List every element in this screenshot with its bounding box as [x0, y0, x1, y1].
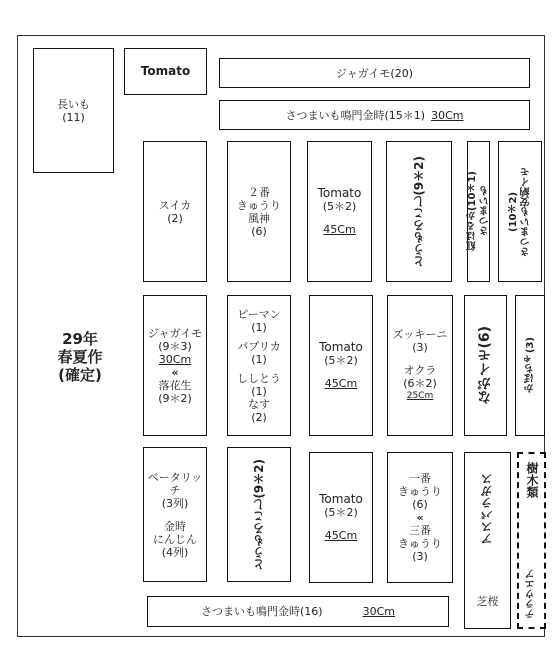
- plan-title-status: (確定): [58, 366, 102, 384]
- plan-title-season: 春夏作: [57, 348, 103, 366]
- bed-peppers-l8: (2): [251, 410, 267, 424]
- bed-beniharuka-line1: さつまいも: [479, 186, 491, 237]
- bed-satsumaimo-15-spacing: 30Cm: [431, 108, 464, 122]
- bed-trees: [517, 452, 546, 629]
- bed-tomato-b-spacing: 45Cm: [324, 377, 358, 390]
- bed-peppers-l7: なす: [248, 397, 270, 411]
- bed-tomato-c-count: (5＊2): [324, 506, 358, 519]
- bed-kabocha-label: かぼちゃ(3): [524, 337, 536, 394]
- bed-peppers-l1: ピーマン: [237, 307, 281, 321]
- bed-beta: [143, 447, 207, 582]
- bed-satsumaimo-15-label: さつまいも鳴門金時(15＊1): [285, 108, 426, 122]
- bed-trees-label: 樹木類: [525, 462, 539, 498]
- bed-kyuri-2-line4: (6): [251, 224, 267, 238]
- bed-okra-spacing: 25Cm: [406, 391, 434, 401]
- bed-kyuri-1-line2: きゅうり: [398, 485, 442, 498]
- bed-peppers-l5: ししとう: [237, 371, 281, 385]
- bed-zucchini: [387, 295, 453, 436]
- bed-tomato-a: [307, 141, 372, 282]
- bed-toumorokoshi-b: [227, 447, 291, 582]
- bed-beta-name: ベータリッチ: [147, 470, 203, 497]
- bed-tomato-b: [309, 295, 373, 436]
- bed-tomato-top-label: Tomato: [140, 64, 191, 78]
- bed-nagaimo: [33, 48, 114, 173]
- bed-peppers: [227, 295, 291, 436]
- bed-kyuri-3-line2: きゅうり: [398, 537, 442, 550]
- bed-tomato-b-name: Tomato: [319, 340, 363, 354]
- bed-peppers-l3: パプリカ: [237, 339, 281, 353]
- bed-toumorokoshi-a: [386, 141, 452, 282]
- bed-kyuri-3-count: (3): [412, 550, 428, 563]
- bed-okra-count: (6＊2): [403, 377, 437, 390]
- bed-tomato-a-count: (5＊2): [322, 200, 357, 213]
- bed-satsumaimo-15: [219, 100, 530, 130]
- bed-kyuri-1-line1: 一番: [409, 472, 431, 485]
- bed-jagaimo-9-name: ジャガイモ: [147, 326, 203, 340]
- bed-satsumaimo-16-spacing: 30Cm: [362, 605, 395, 618]
- bed-nagaimo-count: (11): [62, 110, 85, 124]
- bed-beniharuka-col: [466, 171, 492, 251]
- bed-tomato-c-name: Tomato: [319, 492, 363, 506]
- bed-tomato-b-count: (5＊2): [324, 354, 358, 367]
- bed-rakkasei-name: 落花生: [158, 378, 192, 392]
- bed-shibazakura-label: 芝桜: [476, 595, 499, 608]
- bed-beniharuka-line2: 紅はるか(10＊1): [466, 171, 478, 252]
- bed-terra-label: テラウエア: [526, 569, 537, 619]
- bed-nagaimo-label: 長いも: [57, 97, 90, 111]
- bed-kyuri-1-count: (6): [412, 498, 428, 511]
- bed-jagaimo-9: [143, 295, 207, 436]
- bed-jagaimo-9-spacing: 30Cm: [158, 352, 192, 366]
- bed-satsumaimo-16: [147, 596, 449, 627]
- bed-satsumaimo-16-row: [201, 605, 395, 618]
- bed-kyuri-2-line3: 風神: [248, 211, 270, 225]
- bed-asparagus: [464, 452, 511, 629]
- bed-peppers-l6: (1): [251, 384, 267, 398]
- bed-tomato-c: [309, 452, 373, 583]
- bed-ninjin-count: (4列): [161, 545, 189, 559]
- bed-beniharuka: [467, 141, 490, 282]
- bed-jagaimo-20-label: ジャガイモ(20): [335, 66, 414, 80]
- bed-anno: [498, 141, 542, 282]
- bed-zucchini-count: (3): [412, 341, 428, 354]
- bed-kabocha: [515, 295, 545, 436]
- bed-nagaimo-6: [464, 295, 507, 436]
- bed-satsumaimo-15-row: [286, 109, 464, 122]
- bed-nagaimo-6-label: ながイモ(6): [477, 326, 493, 405]
- bed-kyuri-2: [227, 141, 291, 282]
- bed-ninjin-name2: にんじん: [153, 532, 197, 546]
- bed-peppers-l4: (1): [251, 352, 267, 366]
- bed-toumorokoshi-b-label: とうもろこし(9＊2): [251, 458, 266, 571]
- bed-kyuri-2-line2: きゅうり: [237, 198, 281, 212]
- bed-kyuri-mark: «: [416, 511, 424, 524]
- bed-rakkasei-count: (9＊2): [158, 391, 192, 405]
- bed-toumorokoshi-a-label: とうもろこし(9＊2): [411, 155, 426, 268]
- bed-kyuri-3-line1: 三番: [409, 524, 431, 537]
- bed-jagaimo-9-count: (9＊3): [158, 339, 192, 353]
- bed-tomato-top: [124, 48, 207, 95]
- bed-okra-name: オクラ: [403, 364, 437, 377]
- bed-anno-col: [507, 167, 533, 257]
- plan-title-year: 29年: [62, 330, 98, 348]
- bed-tomato-c-spacing: 45Cm: [324, 529, 358, 542]
- bed-satsumaimo-16-label: さつまいも鳴門金時(16): [201, 605, 323, 618]
- bed-suika-label: スイカ: [158, 198, 192, 212]
- bed-jagaimo-20: [219, 58, 530, 88]
- plan-title: [40, 330, 120, 384]
- bed-tomato-a-spacing: 45Cm: [323, 223, 356, 236]
- bed-suika-count: (2): [167, 211, 183, 225]
- bed-anno-line1: さつまいも安納イモ: [521, 166, 532, 257]
- bed-kyuri-2-line1: ２番: [248, 185, 270, 199]
- bed-tomato-a-name: Tomato: [317, 186, 362, 200]
- bed-zucchini-name: ズッキーニ: [392, 328, 448, 341]
- bed-anno-line2: (10＊2): [508, 191, 519, 232]
- bed-jagaimo-9-mark: «: [171, 365, 179, 379]
- bed-kyuri-13: [387, 452, 453, 583]
- bed-beta-count: (3列): [161, 496, 189, 510]
- bed-asparagus-label: アスパラガス: [480, 473, 494, 545]
- bed-suika: [143, 141, 207, 282]
- bed-peppers-l2: (1): [251, 320, 267, 334]
- bed-ninjin-name1: 金時: [164, 519, 186, 533]
